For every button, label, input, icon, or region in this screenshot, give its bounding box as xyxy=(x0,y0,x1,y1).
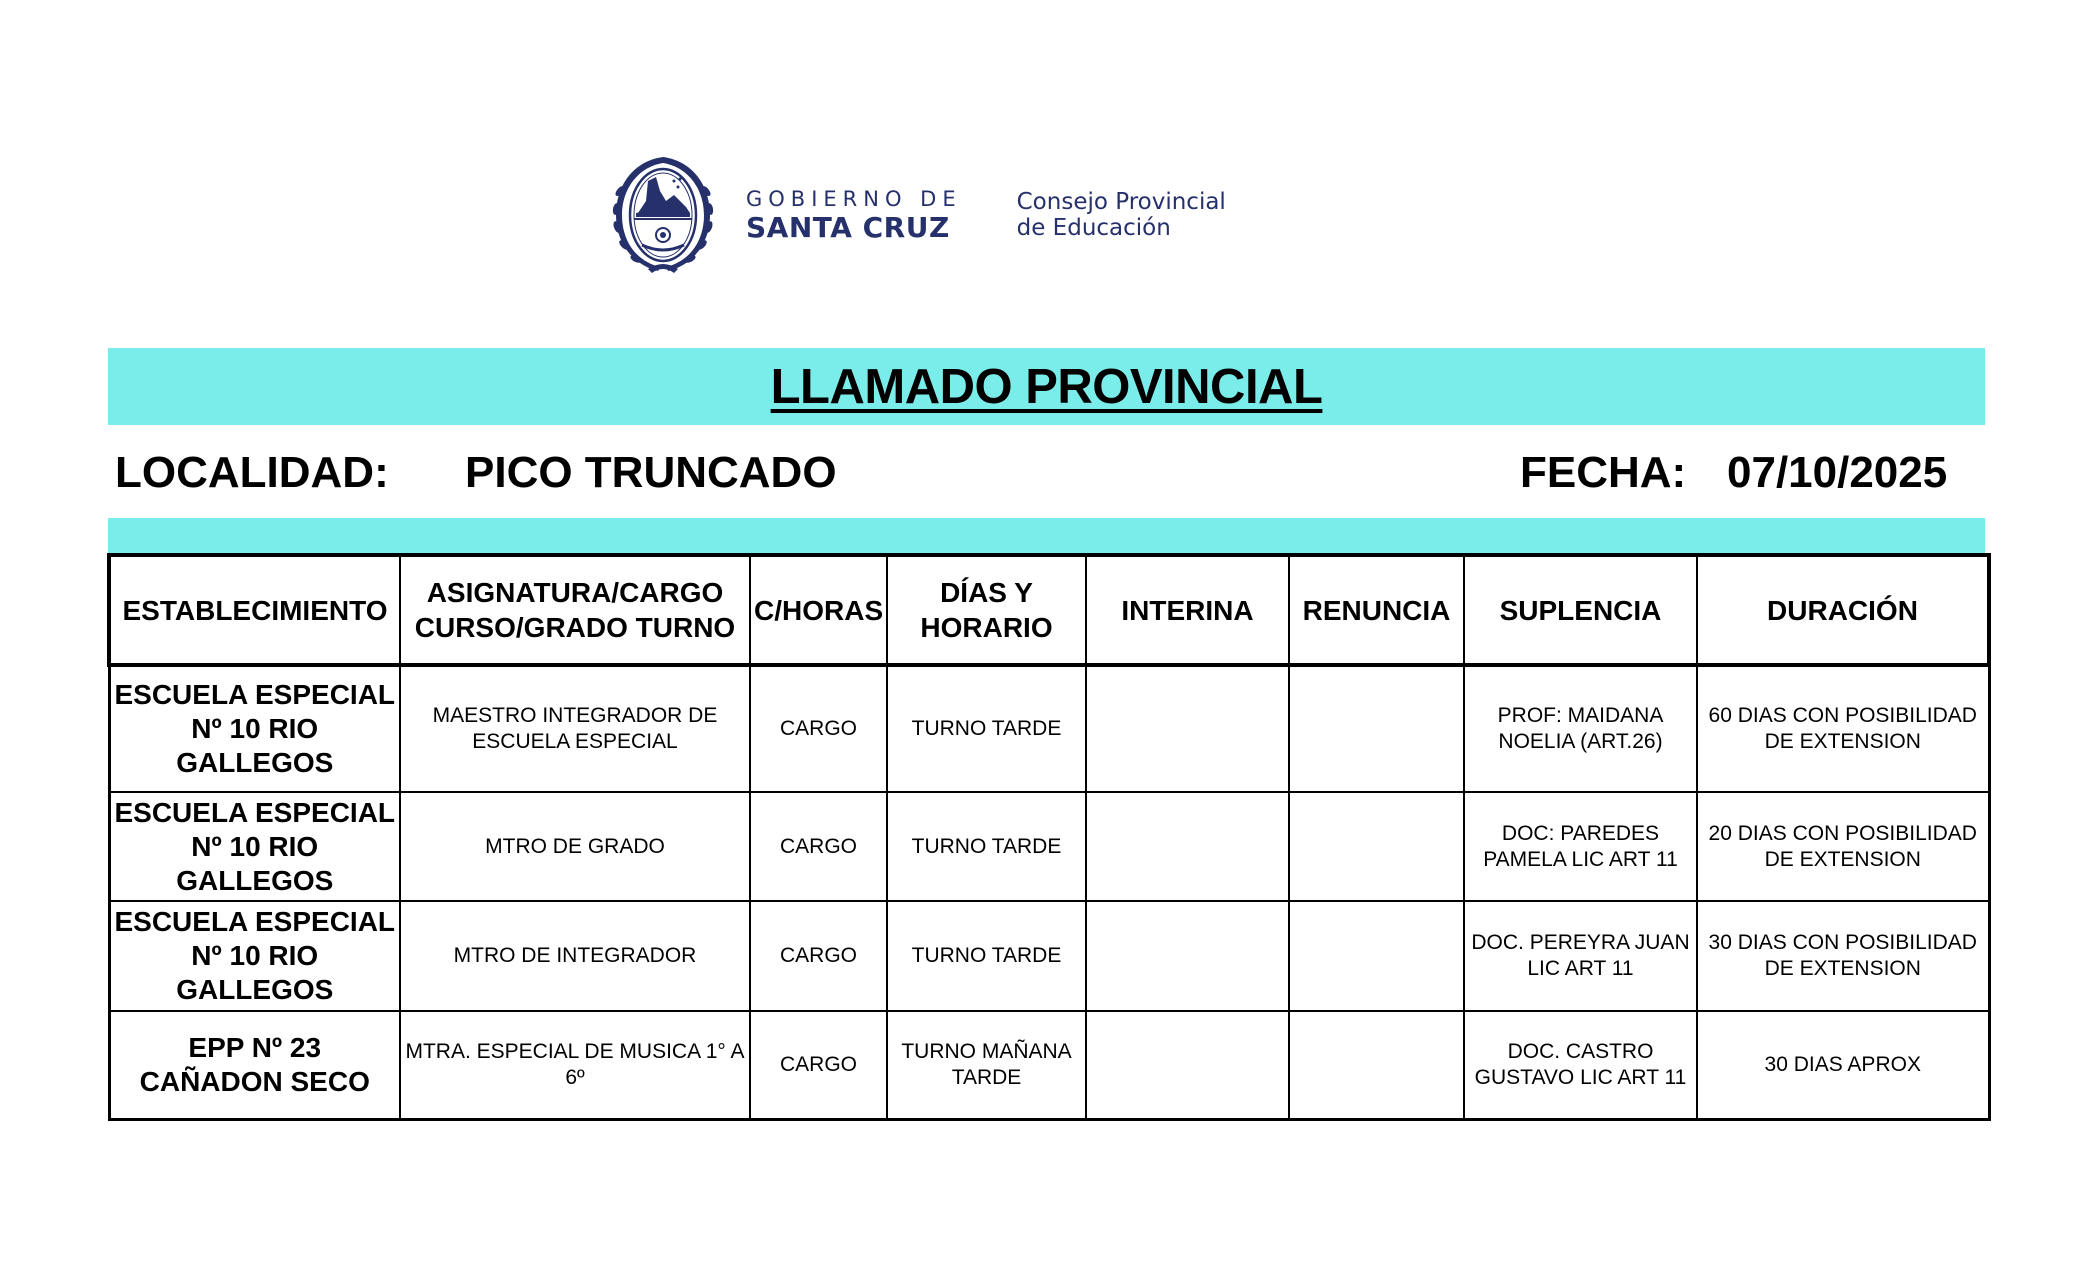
cell-interina xyxy=(1086,1011,1289,1120)
cell-duracion: 30 DIAS CON POSIBILIDAD DE EXTENSION xyxy=(1697,901,1989,1011)
localidad-value: PICO TRUNCADO xyxy=(465,448,837,497)
col-header-interina: INTERINA xyxy=(1086,555,1289,665)
header-logo xyxy=(608,150,1226,280)
cell-asignatura: MTRO DE INTEGRADOR xyxy=(400,901,750,1011)
col-header-suplencia: SUPLENCIA xyxy=(1464,555,1697,665)
cell-renuncia xyxy=(1289,665,1464,792)
col-header-renuncia: RENUNCIA xyxy=(1289,555,1464,665)
vacancy-table xyxy=(107,553,1991,1121)
cell-asignatura: MTRO DE GRADO xyxy=(400,792,750,901)
cell-horas: CARGO xyxy=(750,901,887,1011)
fecha-label: FECHA: xyxy=(1520,448,1687,497)
gov-line1: GOBIERNO DE xyxy=(746,187,962,211)
cell-suplencia: DOC: PAREDES PAMELA LIC ART 11 xyxy=(1464,792,1697,901)
cell-interina xyxy=(1086,665,1289,792)
gov-line2: SANTA CRUZ xyxy=(746,211,950,244)
cell-duracion: 60 DIAS CON POSIBILIDAD DE EXTENSION xyxy=(1697,665,1989,792)
table-row xyxy=(109,1011,1989,1120)
fecha-value: 07/10/2025 xyxy=(1727,448,1948,497)
table-row xyxy=(109,901,1989,1011)
cell-renuncia xyxy=(1289,792,1464,901)
cell-dias-horario: TURNO TARDE xyxy=(887,792,1086,901)
cell-renuncia xyxy=(1289,1011,1464,1120)
cell-dias-horario: TURNO TARDE xyxy=(887,901,1086,1011)
cell-asignatura: MAESTRO INTEGRADOR DE ESCUELA ESPECIAL xyxy=(400,665,750,792)
cell-dias-horario: TURNO TARDE xyxy=(887,665,1086,792)
cell-suplencia: DOC. CASTRO GUSTAVO LIC ART 11 xyxy=(1464,1011,1697,1120)
table-row xyxy=(109,665,1989,792)
col-header-duracion: DURACIÓN xyxy=(1697,555,1989,665)
col-header-establecimiento: ESTABLECIMIENTO xyxy=(109,555,400,665)
cell-suplencia: PROF: MAIDANA NOELIA (ART.26) xyxy=(1464,665,1697,792)
col-header-asignatura: ASIGNATURA/CARGO CURSO/GRADO TURNO xyxy=(400,555,750,665)
col-header-horas: C/HORAS xyxy=(750,555,887,665)
council-name xyxy=(1017,189,1226,241)
council-line2: de Educación xyxy=(1016,215,1171,241)
info-row xyxy=(115,448,1975,498)
cell-horas: CARGO xyxy=(750,665,887,792)
table-header-row xyxy=(109,555,1989,665)
cell-duracion: 30 DIAS APROX xyxy=(1697,1011,1989,1120)
col-header-dias-horario: DÍAS Y HORARIO xyxy=(887,555,1086,665)
cell-establecimiento: ESCUELA ESPECIAL Nº 10 RIO GALLEGOS xyxy=(109,901,400,1011)
cell-renuncia xyxy=(1289,901,1464,1011)
government-name xyxy=(746,186,962,244)
separator-band xyxy=(108,518,1985,553)
title-band xyxy=(108,348,1985,425)
localidad-label: LOCALIDAD: xyxy=(115,448,389,497)
cell-establecimiento: ESCUELA ESPECIAL Nº 10 RIO GALLEGOS xyxy=(109,792,400,901)
coat-of-arms-icon xyxy=(608,151,718,279)
cell-establecimiento: ESCUELA ESPECIAL Nº 10 RIO GALLEGOS xyxy=(109,665,400,792)
cell-dias-horario: TURNO MAÑANA TARDE xyxy=(887,1011,1086,1120)
cell-establecimiento: EPP Nº 23 CAÑADON SECO xyxy=(109,1011,400,1120)
cell-suplencia: DOC. PEREYRA JUAN LIC ART 11 xyxy=(1464,901,1697,1011)
cell-interina xyxy=(1086,792,1289,901)
cell-duracion: 20 DIAS CON POSIBILIDAD DE EXTENSION xyxy=(1697,792,1989,901)
cell-asignatura: MTRA. ESPECIAL DE MUSICA 1° A 6º xyxy=(400,1011,750,1120)
page-title: LLAMADO PROVINCIAL xyxy=(770,359,1323,414)
cell-interina xyxy=(1086,901,1289,1011)
cell-horas: CARGO xyxy=(750,1011,887,1120)
cell-horas: CARGO xyxy=(750,792,887,901)
council-line1: Consejo Provincial xyxy=(1016,189,1226,215)
table-row xyxy=(109,792,1989,901)
